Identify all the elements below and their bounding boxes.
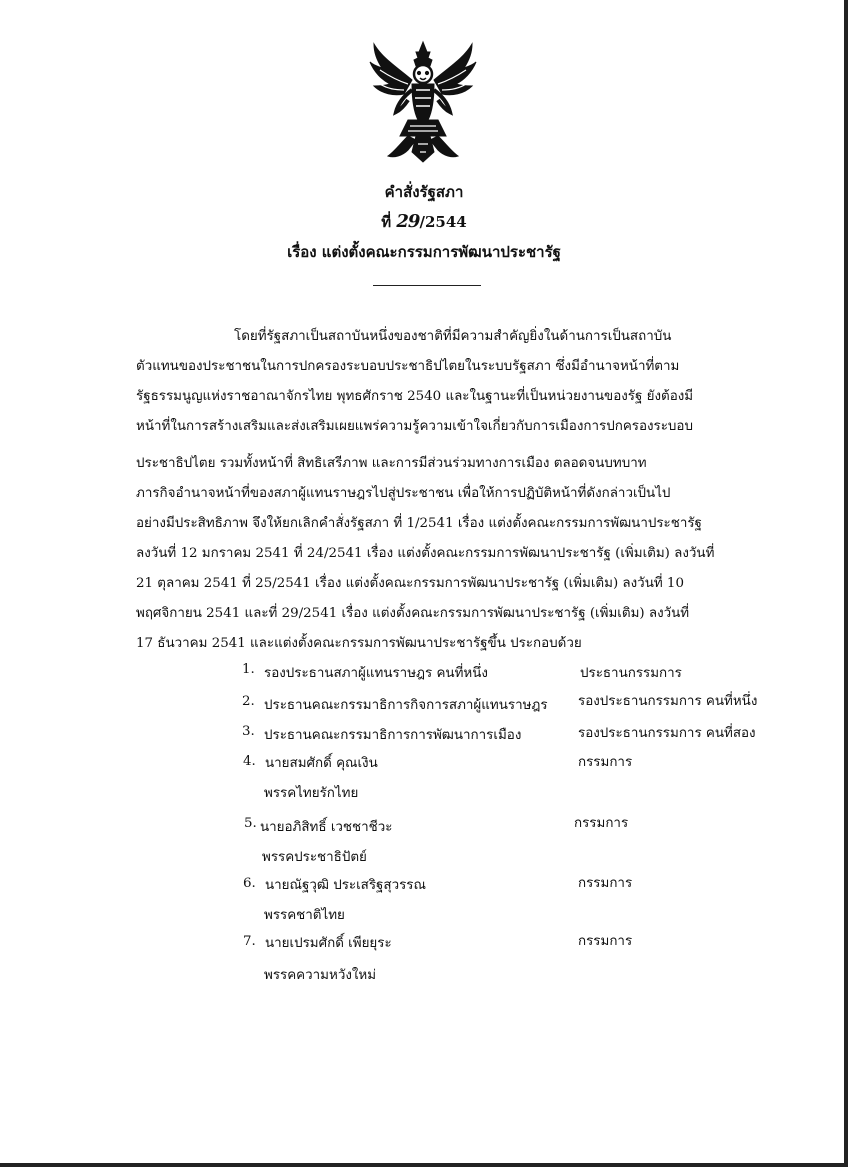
body-line: พฤศจิกายน 2541 และที่ 29/2541 เรื่อง แต่งตั้งคณะกรรมการพัฒนาประชารัฐ (เพิ่มเติม) ลงวันที่ [136, 606, 690, 621]
body-line: ประชาธิปไตย รวมทั้งหน้าที่ สิทธิเสรีภาพ และการมีส่วนร่วมทางการเมือง ตลอดจนบทบาท [136, 456, 647, 471]
member-number: 1. [242, 662, 255, 677]
member-name: ประธานคณะกรรมาธิการกิจการสภาผู้แทนราษฎร [264, 698, 548, 713]
body-line: หน้าที่ในการสร้างเสริมและส่งเสริมเผยแพร่ความรู้ความเข้าใจเกี่ยวกับการเมืองการปกครองระบอบ [136, 419, 693, 434]
member-number: 7. [243, 934, 256, 949]
member-role: รองประธานกรรมการ คนที่สอง [578, 726, 756, 741]
member-party: พรรคชาติไทย [264, 908, 345, 923]
member-party: พรรคไทยรักไทย [264, 786, 359, 801]
member-name: รองประธานสภาผู้แทนราษฎร คนที่หนึ่ง [264, 666, 488, 681]
body-line: ลงวันที่ 12 มกราคม 2541 ที่ 24/2541 เรื่อง แต่งตั้งคณะกรรมการพัฒนาประชารัฐ (เพิ่มเติม) ลงวันที่ [136, 546, 715, 561]
body-line: 17 ธันวาคม 2541 และแต่งตั้งคณะกรรมการพัฒนาประชารัฐขึ้น ประกอบด้วย [136, 636, 582, 651]
order-title: คำสั่งรัฐสภา [384, 183, 464, 201]
member-role: กรรมการ [578, 755, 633, 770]
member-number: 3. [242, 724, 255, 739]
member-name: นายเปรมศักดิ์ เพียยุระ [265, 936, 392, 951]
order-number [0, 210, 848, 234]
body-line: โดยที่รัฐสภาเป็นสถาบันหนึ่งของชาติที่มีความสำคัญยิ่งในด้านการเป็นสถาบัน [234, 329, 672, 344]
member-role: รองประธานกรรมการ คนที่หนึ่ง [578, 694, 758, 709]
member-party: พรรคความหวังใหม่ [264, 968, 377, 983]
member-name: นายอภิสิทธิ์ เวชชาชีวะ [260, 820, 393, 835]
order-number-suffix: /2544 [419, 213, 467, 231]
body-line: 21 ตุลาคม 2541 ที่ 25/2541 เรื่อง แต่งตั้งคณะกรรมการพัฒนาประชารัฐ (เพิ่มเติม) ลงวันที่ 10 [136, 576, 684, 591]
member-name: นายสมศักดิ์ คุณเงิน [265, 756, 378, 771]
body-line: ตัวแทนของประชาชนในการปกครองระบอบประชาธิปไตยในระบบรัฐสภา ซึ่งมีอำนาจหน้าที่ตาม [136, 359, 680, 374]
member-role: ประธานกรรมการ [580, 666, 682, 681]
member-number: 4. [243, 754, 256, 769]
body-line: รัฐธรรมนูญแห่งราชอาณาจักรไทย พุทธศักราช 2540 และในฐานะที่เป็นหน่วยงานของรัฐ ยังต้องมี [136, 389, 694, 404]
member-number: 2. [242, 694, 255, 709]
body-line: อย่างมีประสิทธิภาพ จึงให้ยกเลิกคำสั่งรัฐสภา ที่ 1/2541 เรื่อง แต่งตั้งคณะกรรมการพัฒนาประชารัฐ [136, 516, 702, 531]
member-role: กรรมการ [578, 934, 633, 949]
member-number: 6. [243, 876, 256, 891]
member-name: นายณัฐวุฒิ ประเสริฐสุวรรณ [265, 878, 426, 893]
order-subject: เรื่อง แต่งตั้งคณะกรรมการพัฒนาประชารัฐ [287, 243, 561, 261]
member-role: กรรมการ [574, 816, 629, 831]
garuda-emblem [368, 40, 478, 165]
divider-rule [373, 285, 481, 286]
member-party: พรรคประชาธิปัตย์ [262, 850, 367, 865]
member-name: ประธานคณะกรรมาธิการการพัฒนาการเมือง [264, 728, 522, 743]
order-number-prefix: ที่ [381, 213, 392, 231]
order-number-handwritten: 29 [396, 211, 420, 232]
member-role: กรรมการ [578, 876, 633, 891]
member-number: 5. [244, 816, 257, 831]
body-line: ภารกิจอำนาจหน้าที่ของสภาผู้แทนราษฎรไปสู่ประชาชน เพื่อให้การปฏิบัติหน้าที่ดังกล่าวเป็นไป [136, 486, 671, 501]
